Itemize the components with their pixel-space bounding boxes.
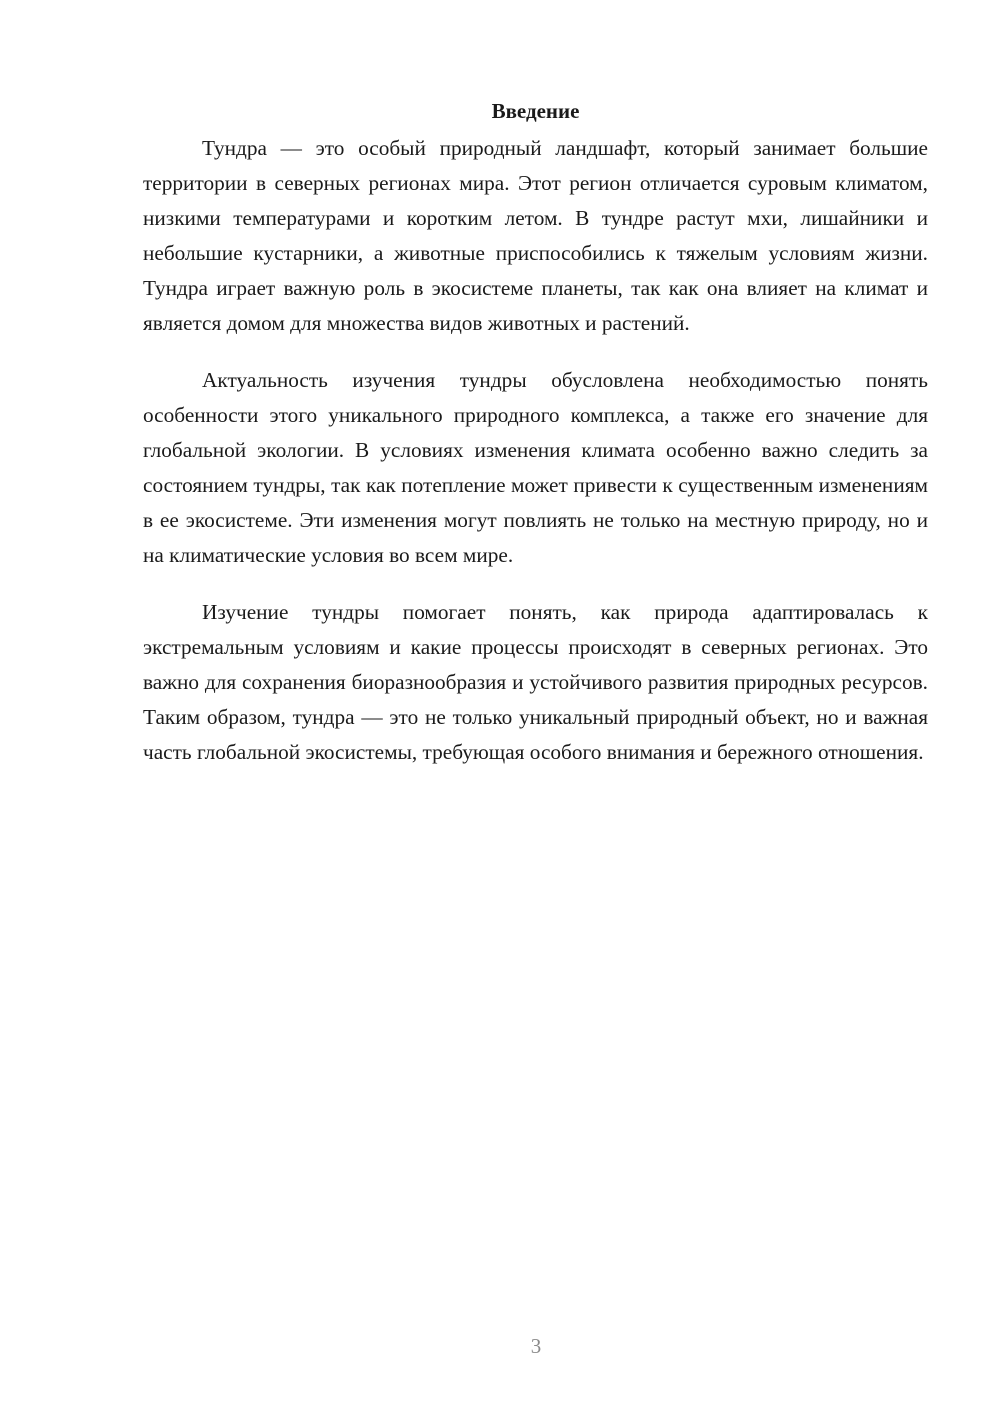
- section-title: Введение: [491, 99, 580, 123]
- page-number: 3: [530, 1334, 542, 1358]
- paragraph-3: Изучение тундры помогает понять, как природа адаптировалась к экстремальным условиям и какие процессы происходят в северных регионах. Это важно для сохранения биоразнообразия и устойчивого развития природных ресурсов. Таким образом, тундра — это не только уникальный природный объект, но и важная часть глобальной экосистемы, требующая особого внимания и бережного отношения.: [143, 600, 928, 764]
- page-content: [143, 95, 928, 770]
- paragraph-1: Тундра — это особый природный ландшафт, который занимает большие территории в северных регионах мира. Этот регион отличается суровым климатом, низкими температурами и коротким летом. В тундре растут мхи, лишайники и небольшие кустарники, а животные приспособились к тяжелым условиям жизни. Тундра играет важную роль в экосистеме планеты, так как она влияет на климат и является домом для множества видов животных и растений.: [143, 136, 928, 335]
- paragraph-2: Актуальность изучения тундры обусловлена необходимостью понять особенности этого уникального природного комплекса, а также его значение для глобальной экологии. В условиях изменения климата особенно важно следить за состоянием тундры, так как потепление может привести к существенным изменениям в ее экосистеме. Эти изменения могут повлиять не только на местную природу, но и на климатические условия во всем мире.: [143, 368, 928, 567]
